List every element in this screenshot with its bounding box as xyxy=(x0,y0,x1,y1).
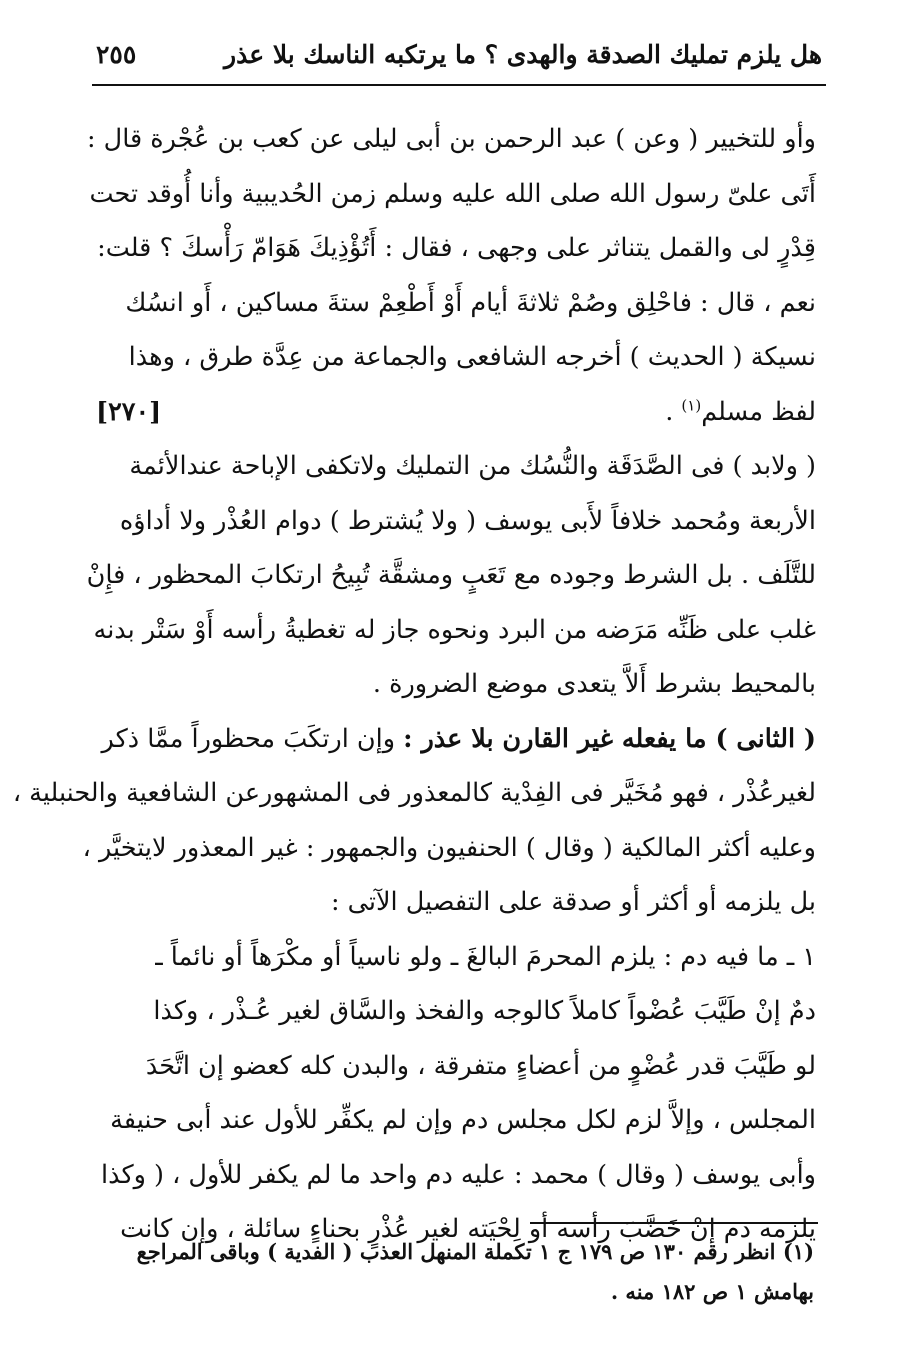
footnote-line: (١) انظر رقم ١٣٠ ص ١٧٩ ج ١ تكملة المنهل العذب ( الفدية ) وباقى المراجع xyxy=(136,1239,814,1264)
text-line: وأو للتخيير ( وعن ) عبد الرحمن بن أبى ليلى عن كعب بن عُجْرة قال : xyxy=(86,124,816,154)
line-text: لفظ مسلم xyxy=(701,396,816,427)
page-number: ٢٥٥ xyxy=(96,39,137,69)
text-line: الأربعة ومُحمد خلافاً لأَبى يوسف ( ولا يُشترط ) دوام العُذْر ولا أداؤه xyxy=(119,505,816,536)
section-heading: ( الثانى ) ما يفعله غير القارن بلا عذر : xyxy=(403,723,816,754)
footnotes xyxy=(100,1232,814,1312)
text-line: لغيرعُذْر ، فهو مُخَيَّر فى الفِدْية كالمعذور فى المشهورعن الشافعية والحنبلية ، xyxy=(12,778,816,808)
text-line: وأبى يوسف ( وقال ) محمد : عليه دم واحد ما لم يكفر للأول ، ( وكذا xyxy=(101,1159,816,1190)
paragraph-2 xyxy=(86,439,816,712)
paragraph-1 xyxy=(86,112,816,439)
text-line: قِدْرٍ لى والقمل يتناثر على وجهى ، فقال : أَتُؤْذِيكَ هَوَامّ رَأْسكَ ؟ قلت: xyxy=(97,233,816,263)
text-line: لو طَيَّبَ قدر عُضْوٍ من أعضاءٍ متفرقة ، والبدن كله كعضو إن اتَّحَدَ xyxy=(145,1050,816,1081)
paragraph-3 xyxy=(12,712,816,930)
footnote-rule xyxy=(530,1222,818,1224)
text-line: لفظ مسلم$^{(١)}$ . [٢٧٠] xyxy=(96,385,816,440)
footnote-line: بهامش ١ ص ١٨٢ منه . xyxy=(610,1279,814,1304)
text-line: يلزمه دم إنْ خَضَّبَ رأسه أو لِحْيَته لغير عُذْرٍ بحناءٍ سائلة ، وإن كانت xyxy=(120,1214,816,1244)
footnote-marker[interactable]: (١) xyxy=(681,396,702,414)
text-line: للتَّلَف . بل الشرط وجوده مع تَعَبٍ ومشقَّة تُبِيحُ ارتكابَ المحظور ، فإِنْ xyxy=(86,560,816,590)
text-line: بل يلزمه أو أكثر أو صدقة على التفصيل الآتى : xyxy=(330,887,816,917)
main-text xyxy=(12,112,816,1257)
text-line: بالمحيط بشرط أَلاَّ يتعدى موضع الضرورة . xyxy=(372,669,816,699)
text-line: ( الثانى ) ما يفعله غير القارن بلا عذر : وإن ارتكَبَ محظوراً ممَّا ذكر xyxy=(101,723,816,754)
text-line: نسيكة ( الحديث ) أخرجه الشافعى والجماعة من عِدَّة طرق ، وهذا xyxy=(128,342,816,372)
text-line: غلب على ظَنِّه مَرَضه من البرد ونحوه جاز له تغطيةُ رأسه أَوْ سَتْر بدنه xyxy=(93,614,816,645)
paragraph-4 xyxy=(96,930,816,1257)
text-line: وعليه أكثر المالكية ( وقال ) الحنفيون والجمهور : غير المعذور لايتخيَّر ، xyxy=(82,832,816,863)
text-line: ١ ـ ما فيه دم : يلزم المحرمَ البالغَ ـ ولو ناسياً أو مكْرَهاً أو نائماً ـ xyxy=(155,941,816,972)
reference-number: [٢٧٠] xyxy=(96,396,162,427)
text-line: أَتَى علىّ رسول الله صلى الله عليه وسلم زمن الحُديبية وأنا أُوقد تحت xyxy=(89,178,816,209)
text-line: ( ولابد ) فى الصَّدَقَة والنُّسُك من التمليك ولاتكفى الإباحة عندالأئمة xyxy=(129,451,816,481)
text-line: نعم ، قال : فاحْلِق وصُمْ ثلاثةَ أيام أَوْ أَطْعِمْ ستةَ مساكين ، أَو انسُك xyxy=(125,287,816,318)
text-line: دمٌ إنْ طَيَّبَ عُضْواً كاملاً كالوجه والفخذ والسَّاق لغير عُـذْر ، وكذا xyxy=(153,996,816,1026)
text-line: المجلس ، وإلاَّ لزم لكل مجلس دم وإن لم يكفِّر للأول عند أبى حنيفة xyxy=(110,1105,816,1135)
header-rule xyxy=(92,84,826,86)
page-header xyxy=(96,30,822,78)
running-title: هل يلزم تمليك الصدقة والهدى ؟ ما يرتكبه الناسك بلا عذر xyxy=(224,39,822,69)
